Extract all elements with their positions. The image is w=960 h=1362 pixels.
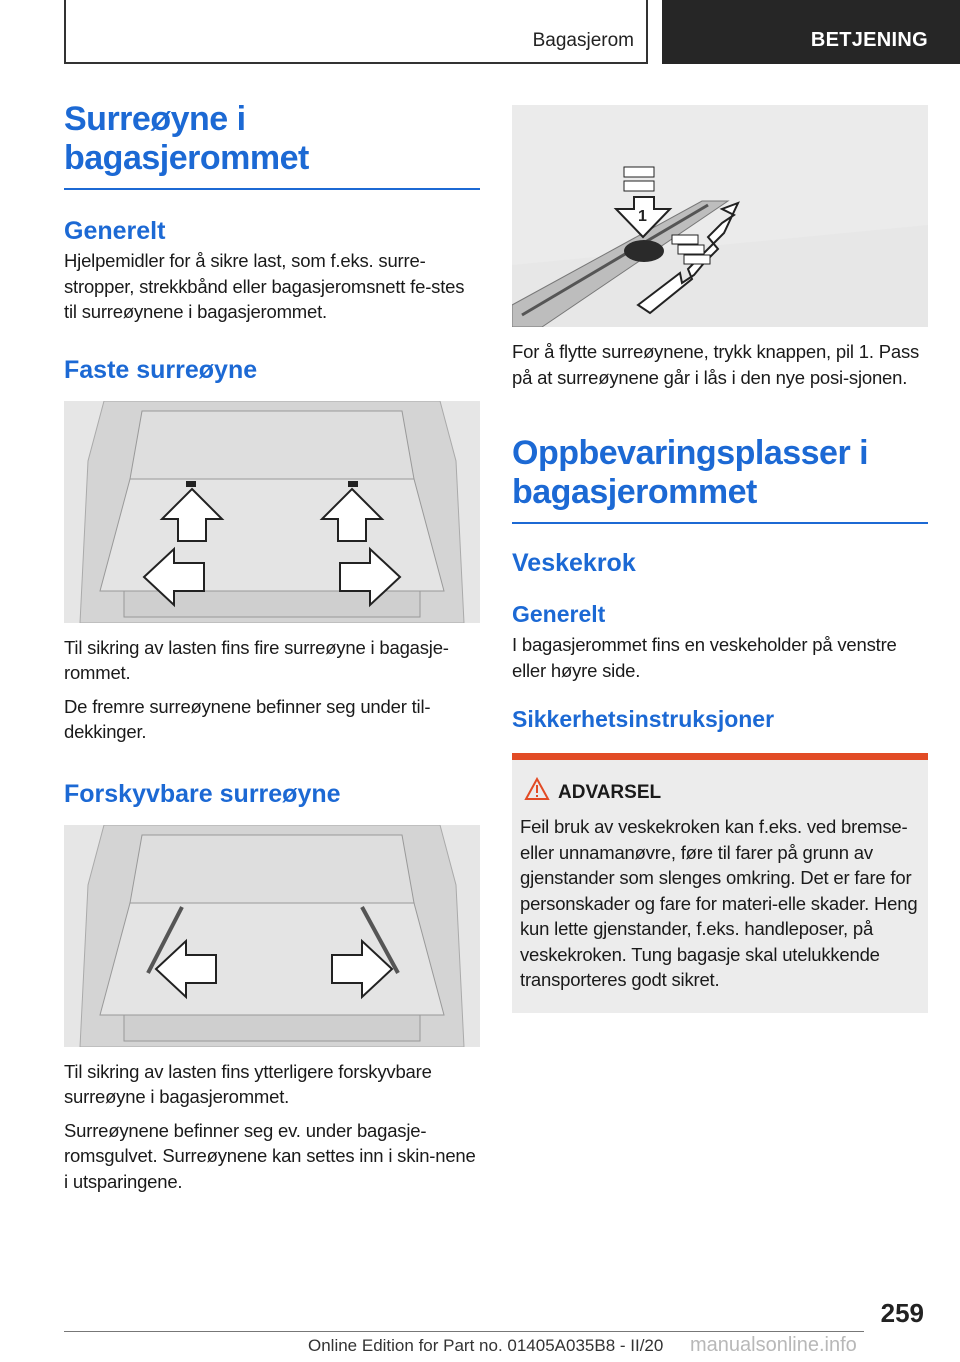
storage-title: Oppbevaringsplasser i bagasjerommet xyxy=(512,434,928,524)
release-caption: For å flytte surreøynene, trykk knappen, pil 1. Pass på at surreøynene går i lås i den nye posi-sjonen. xyxy=(512,341,920,388)
warning-text: Feil bruk av veskekroken kan f.eks. ved bremse- eller unnamanøvre, føre til farer på grunn av gjenstander som slenges omkring. Det er fare for personskader og fare for materi-elle skader. Heng kun lette gjenstander, f.eks. handleposer, på veskekroken. Tung bagasje skal utelukkende transporteres godt sikret. xyxy=(520,816,918,990)
footer-edition: Online Edition for Part no. 01405A035B8 - II/20 xyxy=(308,1336,664,1355)
safety-heading: Sikkerhetsinstruksjoner xyxy=(512,706,775,732)
generelt-heading: Generelt xyxy=(64,217,166,245)
warning-title: ADVARSEL xyxy=(558,782,662,803)
warning-body xyxy=(512,760,928,1013)
footer-divider xyxy=(64,1331,864,1332)
forskyv-text-1: Til sikring av lasten fins ytterligere forskyvbare surreøyne i bagasjerommet. xyxy=(64,1060,432,1107)
left-column xyxy=(64,100,480,1194)
faste-heading: Faste surreøyne xyxy=(64,355,258,384)
veskekrok-text: I bagasjerommet fins en veskeholder på venstre eller høyre side. xyxy=(512,634,897,681)
sliding-lashing-eyes-figure xyxy=(64,825,480,1047)
forskyv-text-2: Surreøynene befinner seg ev. under bagasje-romsgulvet. Surreøynene kan settes inn i skin-nene i utsparingene. xyxy=(64,1119,476,1192)
header-section-title: Bagasjerom xyxy=(532,30,634,51)
page-number: 259 xyxy=(880,1298,924,1328)
warning-box xyxy=(512,753,928,1013)
veskekrok-heading: Veskekrok xyxy=(512,549,636,577)
fixed-lashing-eyes-figure xyxy=(64,401,480,623)
header-chapter-tab: BETJENING xyxy=(662,0,960,64)
faste-text-2: De fremre surreøynene befinner seg under til-dekkinger. xyxy=(64,695,431,742)
generelt-subheading: Generelt xyxy=(512,601,606,627)
generelt-text: Hjelpemidler for å sikre last, som f.eks. surre-stropper, strekkbånd eller bagasjeromsnett fe-stes til surreøynene i bagasjerommet. xyxy=(64,250,465,322)
right-column xyxy=(512,105,928,1013)
warning-triangle-icon xyxy=(524,777,550,801)
forskyv-heading: Forskyvbare surreøyne xyxy=(64,779,341,808)
header-box xyxy=(64,0,648,64)
warning-bar xyxy=(512,753,928,760)
faste-text-1: Til sikring av lasten fins fire surreøyne i bagasje-rommet. xyxy=(64,636,449,683)
warning-heading xyxy=(558,782,920,804)
rail-release-button-figure xyxy=(512,105,928,327)
section-title: Surreøyne i bagasjerommet xyxy=(64,100,480,190)
watermark: manualsonline.info xyxy=(690,1334,857,1356)
figure-label: 1 xyxy=(638,208,647,225)
